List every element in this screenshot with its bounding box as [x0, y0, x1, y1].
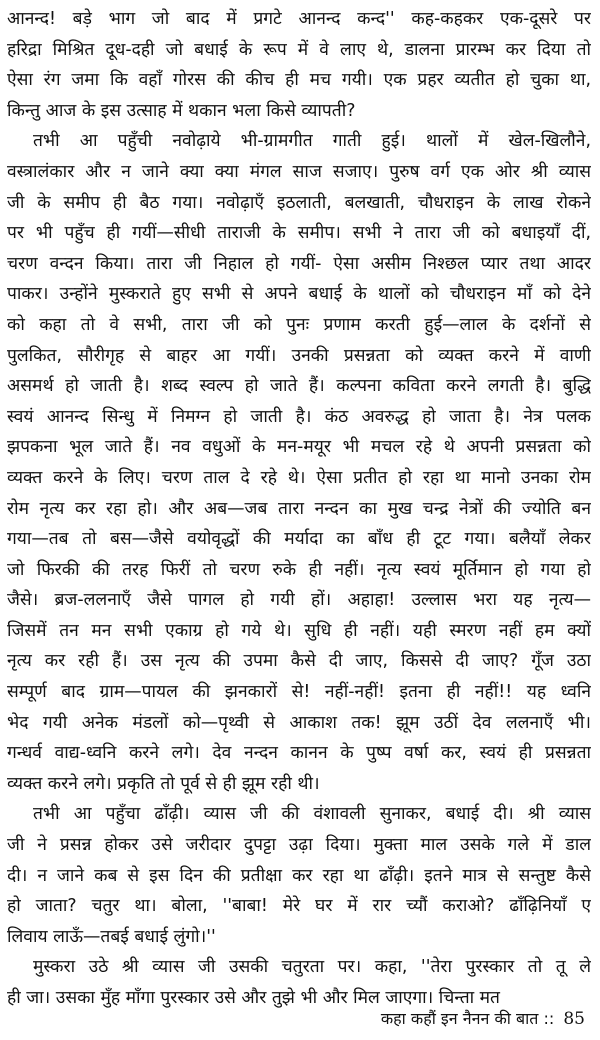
book-page [7, 4, 591, 1034]
text-line: स्वयं आनन्द सिन्धु में निमग्न हो जाती है। कंठ अवरुद्ध हो जाता है। नेत्र पलक [7, 406, 591, 427]
text-line: किन्तु आज के इस उत्साह में थकान भला किसे व्यापती? [7, 100, 356, 121]
text-line: झपकना भूल जाते हैं। नव वधुओं के मन-मयूर भी मचल रहे थे अपनी प्रसन्नता को [7, 437, 591, 458]
running-footer [7, 1004, 585, 1034]
text-line: सम्पूर्ण बाद ग्राम—पायल की झनकारों से! नहीं-नहीं! इतना ही नहीं!! यह ध्वनि [7, 682, 591, 703]
text-line: भेद गयी अनेक मंडलों को—पृथ्वी से आकाश तक! झूम उठीं देव ललनाएँ भी। [7, 712, 591, 733]
text-line: गन्धर्व वाद्य-ध्वनि करने लगे। देव नन्दन कानन के पुष्प वर्षा कर, स्वयं ही प्रसन्नता [7, 743, 591, 764]
text-line: वस्त्रालंकार और न जाने क्या क्या मंगल साज सजाए। पुरुष वर्ग एक ओर श्री व्यास [7, 161, 591, 182]
text-line: हो जाता? चतुर था। बोला, ''बाबा! मेरे घर में रार च्यौं कराओ? ढाँढ़िनियाँ ए [7, 896, 591, 917]
footer-book-title: कहा कहौं इन नैनन की बात [380, 1009, 539, 1028]
text-line: जिसमें तन मन सभी एकाग्र हो गये थे। सुधि ही नहीं। यही स्मरण नहीं हम क्यों [7, 620, 591, 641]
text-line: दी। न जाने कब से इस दिन की प्रतीक्षा कर रहा था ढाँढ़ी। इतने मात्र से सन्तुष्ट कैसे [7, 865, 591, 886]
text-line: रोम नृत्य कर रहा हो। और अब—जब तारा नन्दन का मुख चन्द्र नेत्रों की ज्योति बन [7, 498, 591, 519]
page-number: 85 [563, 1009, 585, 1029]
text-line: तभी आ पहुँची नवोढ़ाये भी-ग्रामगीत गाती हुई। थालों में खेल-खिलौने, [33, 131, 591, 152]
text-line: व्यक्त करने लगे। प्रकृति तो पूर्व से ही झूम रही थी। [7, 773, 320, 794]
footer-separator: :: [543, 1009, 555, 1028]
text-line: ही जा। उसका मुँह माँगा पुरस्कार उसे और तुझे भी और मिल जाएगा। चिन्ता मत [7, 988, 500, 1008]
text-line: आनन्द! बड़े भाग जो बाद में प्रगटे आनन्द कन्द'' कह-कहकर एक-दूसरे पर [7, 9, 591, 29]
text-line: जैसे। ब्रज-ललनाएँ जैसे पागल हो गयी हों। अहाहा! उल्लास भरा यह नृत्य— [7, 590, 591, 611]
text-line: मुस्करा उठे श्री व्यास जी उसकी चतुरता पर। कहा, ''तेरा पुरस्कार तो तू ले [33, 957, 591, 978]
paragraph [7, 799, 591, 952]
paragraph [7, 4, 591, 126]
text-line: पुलकित, सौरीगृह से बाहर आ गयीं। उनकी प्रसन्नता को व्यक्त करने में वाणी [7, 345, 591, 366]
text-line: नृत्य कर रही हैं। उस नृत्य की उपमा कैसे दी जाए, किससे दी जाए? गूँज उठा [7, 651, 591, 672]
text-line: तभी आ पहुँचा ढाँढ़ी। व्यास जी की वंशावली सुनाकर, बधाई दी। श्री व्यास [33, 804, 591, 825]
text-line: को कहा तो वे सभी, तारा जी को पुनः प्रणाम करती हुई—लाल के दर्शनों से [7, 314, 591, 335]
text-line: जो फिरकी की तरह फिरीं तो चरण रुके ही नहीं। नृत्य स्वयं मूर्तिमान हो गया हो [7, 559, 591, 580]
text-line: व्यक्त करने के लिए। चरण ताल दे रहे थे। ऐसा प्रतीत हो रहा था मानो उनका रोम [7, 467, 591, 488]
text-line: गया—तब तो बस—जैसे वयोवृद्धों की मर्यादा का बाँध ही टूट गया। बलैयाँ लेकर [7, 529, 591, 550]
text-line: जी ने प्रसन्न होकर उसे जरीदार दुपट्टा उढ़ा दिया। मुक्ता माल उसके गले में डाल [7, 835, 591, 856]
body-text [7, 4, 591, 1014]
text-line: हरिद्रा मिश्रित दूध-दही जो बधाई के रूप में वे लाए थे, डालना प्रारम्भ कर दिया तो [7, 39, 591, 60]
paragraph [7, 126, 591, 799]
text-line: ऐसा रंग जमा कि वहाँ गोरस की कीच ही मच गयी। एक प्रहर व्यतीत हो चुका था, [7, 70, 591, 91]
text-line: चरण वन्दन किया। तारा जी निहाल हो गयीं- ऐसा असीम निश्छल प्यार तथा आदर [7, 253, 591, 274]
text-line: पाकर। उन्होंने मुस्कराते हुए सभी से अपने बधाई के थालों को चौधराइन माँ को देने [7, 284, 591, 305]
text-line: लिवाय लाऊँ—तबई बधाई लुंगो।'' [7, 926, 216, 947]
text-line: जी के समीप ही बैठ गया। नवोढ़ाएँ इठलाती, बलखाती, चौधराइन के लाख रोकने [7, 192, 591, 213]
text-line: पर भी पहुँच ही गयीं—सीधी ताराजी के समीप। सभी ने तारा जी को बधाइयाँ दीं, [7, 223, 591, 244]
text-line: असमर्थ हो जाती है। शब्द स्वल्प हो जाते हैं। कल्पना कविता करने लगती है। बुद्धि [7, 376, 591, 397]
